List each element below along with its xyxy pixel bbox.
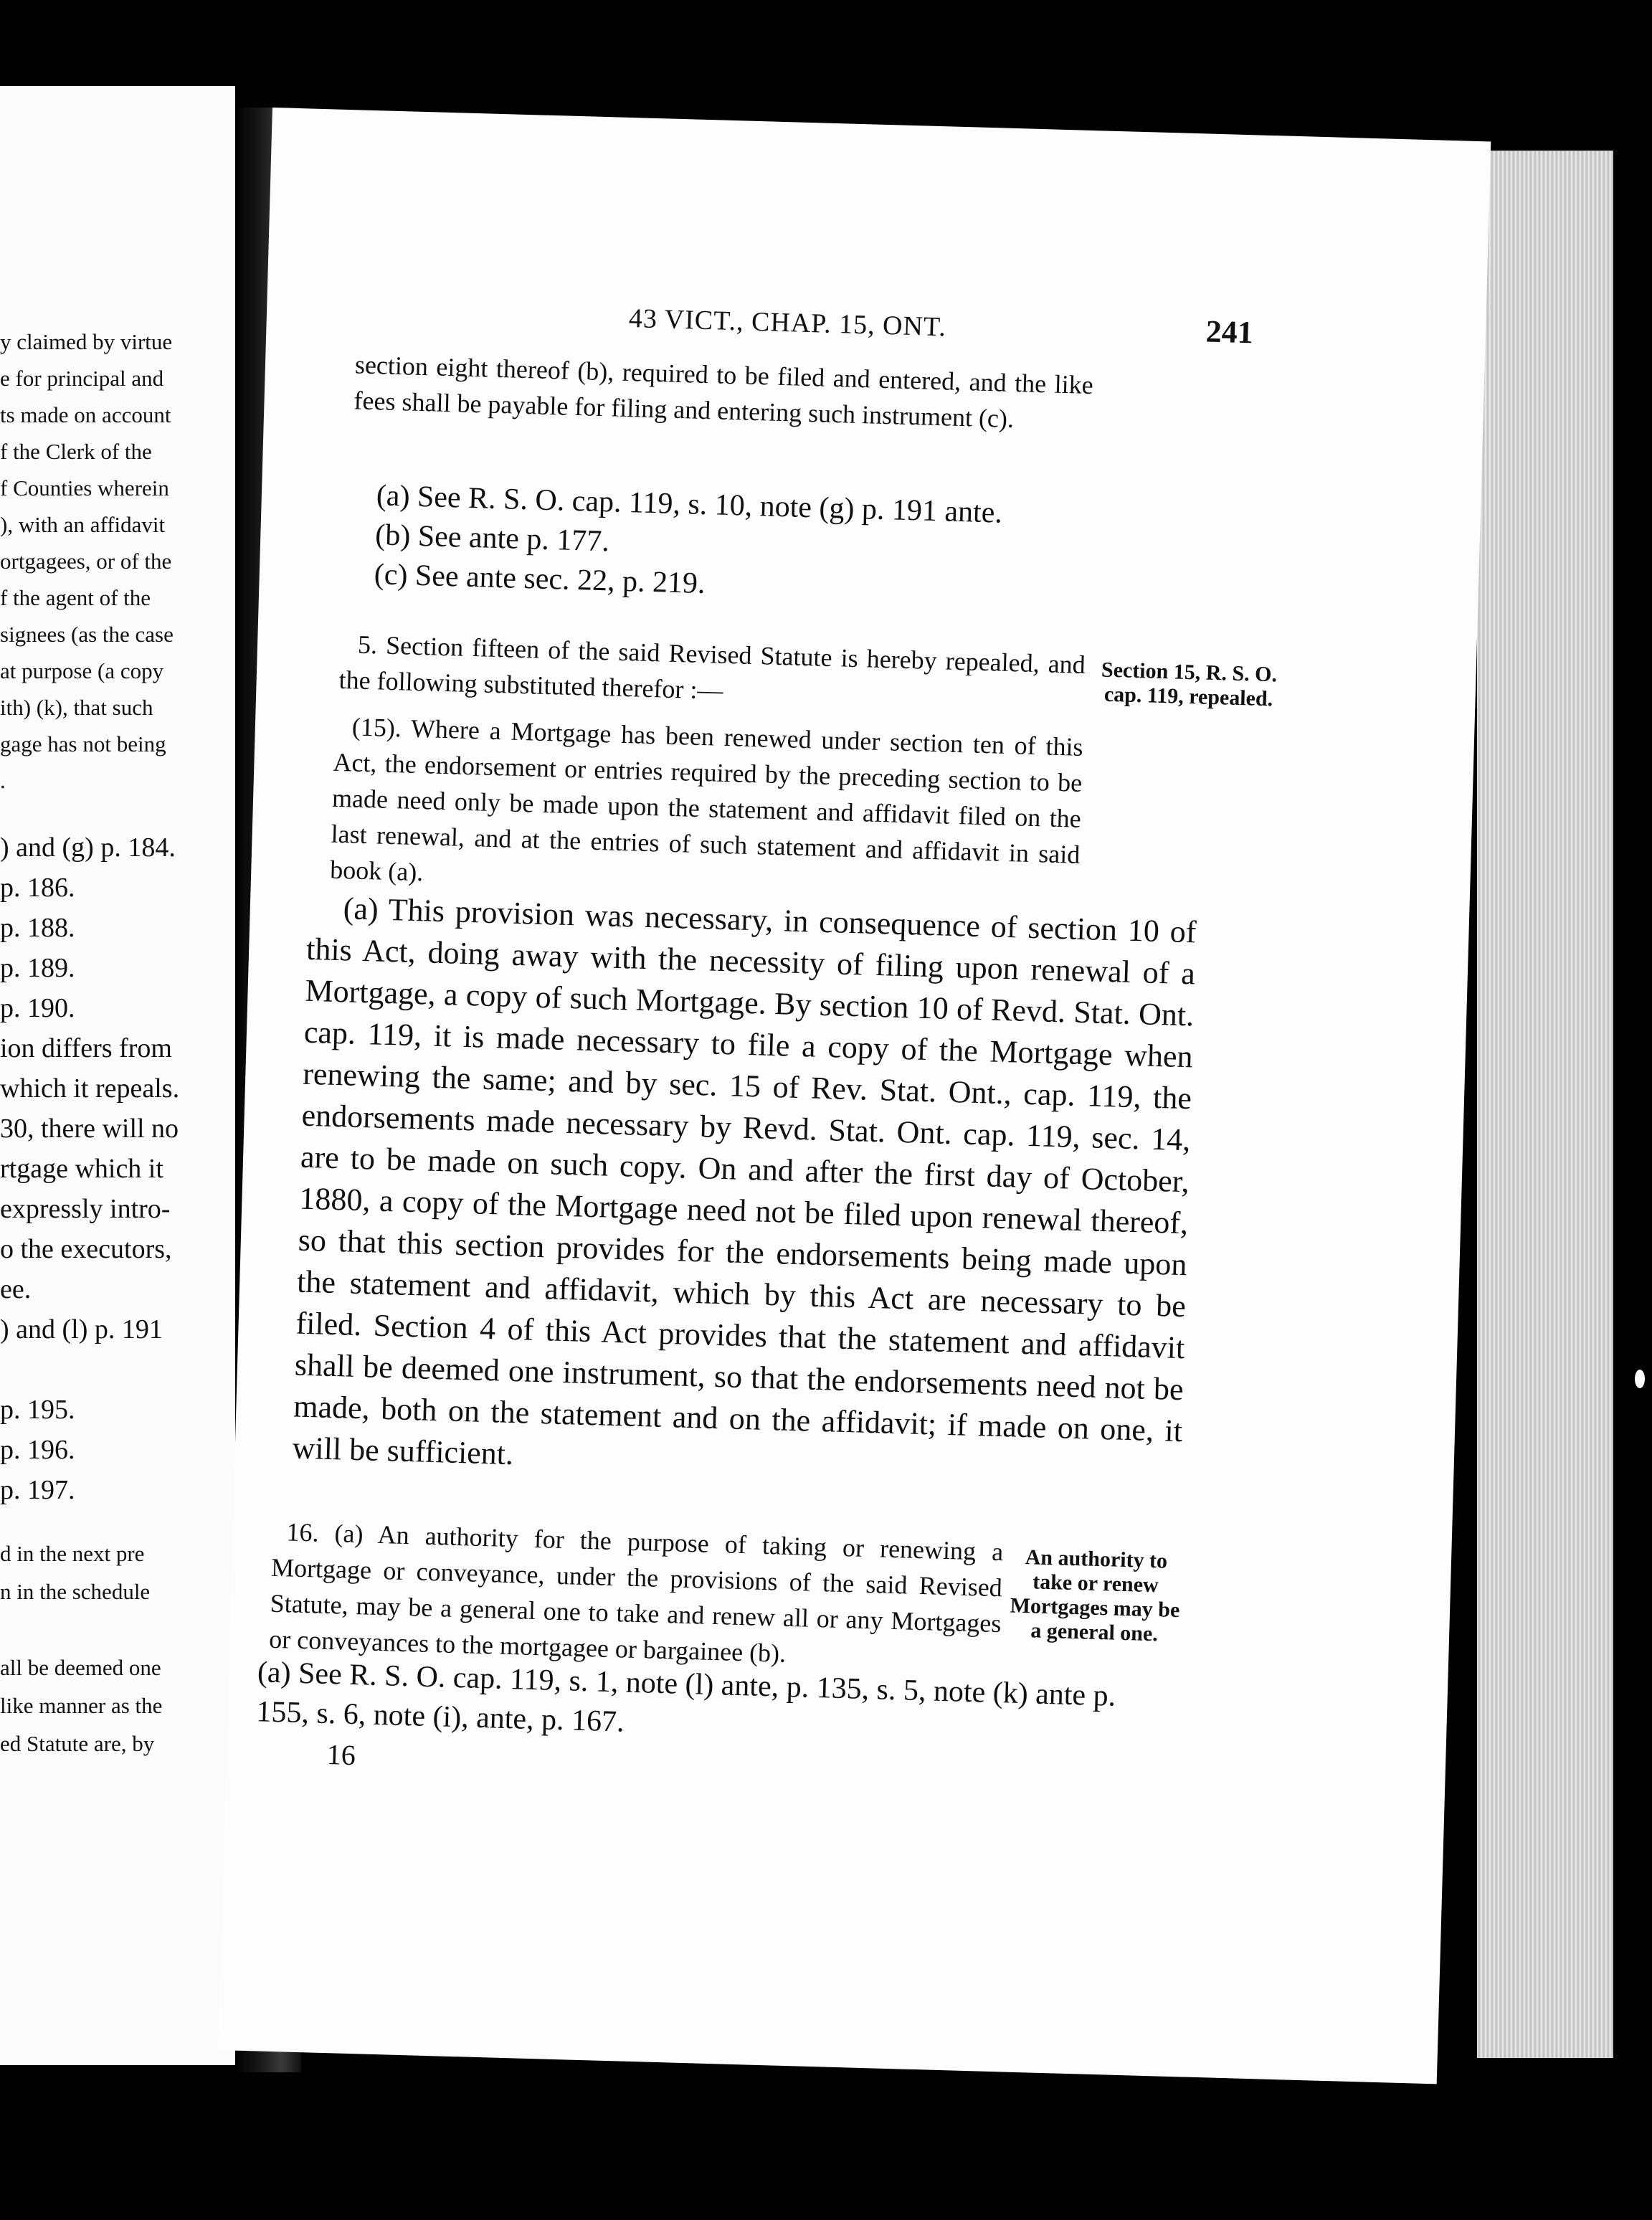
- left-page-line: like manner as the: [0, 1693, 163, 1718]
- left-facing-page: [0, 86, 235, 2065]
- left-page-line: ortgagees, or of the: [0, 549, 172, 574]
- left-page-line: 30, there will no: [0, 1114, 179, 1144]
- left-page-line: f Counties wherein: [0, 475, 169, 501]
- left-page-line: expressly intro-: [0, 1194, 171, 1224]
- page-edges: [1477, 151, 1613, 2058]
- left-page-line: ee.: [0, 1274, 32, 1304]
- left-page-line: ith) (k), that such: [0, 695, 153, 720]
- dust-speck: [1635, 1370, 1645, 1388]
- left-page-line: p. 190.: [0, 993, 75, 1023]
- left-page-line: rtgage which it: [0, 1154, 163, 1184]
- left-page-line: ts made on account: [0, 402, 171, 427]
- top-paragraph: section eight thereof (b), required to be filed and entered, and the like fees shall be payable for filing and entering such instrument (c).: [353, 350, 1094, 434]
- running-header: 43 VICT., CHAP. 15, ONT.: [628, 303, 947, 343]
- left-page-line: d in the next pre: [0, 1541, 145, 1566]
- left-page-line: ) and (g) p. 184.: [0, 833, 176, 863]
- left-page-line: signees (as the case: [0, 622, 174, 647]
- left-page-line: y claimed by virtue: [0, 329, 173, 354]
- left-page-line: ed Statute are, by: [0, 1731, 155, 1756]
- left-page-line: e for principal and: [0, 366, 164, 391]
- note-c-top: (c) See ante sec. 22, p. 219.: [374, 558, 706, 601]
- left-page-line: ion differs from: [0, 1033, 172, 1063]
- left-page-line: ) and (l) p. 191: [0, 1314, 163, 1344]
- left-page-line: which it repeals.: [0, 1073, 180, 1104]
- left-page-line: p. 197.: [0, 1475, 75, 1505]
- note-a-top: (a) See R. S. O. cap. 119, s. 10, note (g) p. 191 ante.: [376, 479, 1003, 530]
- left-page-line: ), with an affidavit: [0, 512, 166, 537]
- left-page-line: f the agent of the: [0, 585, 151, 610]
- right-page: [218, 108, 1491, 2084]
- commentary-note-a: (a) This provision was necessary, in consequence of section 10 of this Act, doing away with the necessity of filing upon renewal of a Mortgage, a copy of such Mortgage. By section 10 of Revd. Stat. Ont. cap. 119, it is made necessary to file a copy of the Mortgage when renewing the same; and by sec. 15 of Rev. Stat. Ont., cap. 119, the endorsements made necessary by Revd. Stat. Ont. cap. 119, sec. 14, are to be made on such copy. On and after the first day of October, 1880, a copy of the Mortgage need not be filed upon renewal thereof, so that this section provides for the endorsements being made upon the statement and affidavit, which by this Act are necessary to be filed. Section 4 of this Act provides that the statement and affidavit shall be deemed one instrument, so that the endorsements need not be made, both on the statement and on the affidavit; if made on one, it will be sufficient.: [292, 891, 1197, 1472]
- left-page-line: .: [0, 768, 6, 793]
- left-page-line: n in the schedule: [0, 1579, 151, 1604]
- note-b-top: (b) See ante p. 177.: [374, 518, 610, 559]
- left-page-line: f the Clerk of the: [0, 439, 152, 464]
- left-page-line: p. 186.: [0, 873, 75, 903]
- left-page-line: gage has not being: [0, 731, 166, 756]
- signature-mark: 16: [326, 1738, 356, 1772]
- left-page-line: p. 188.: [0, 913, 75, 943]
- left-page-line: p. 196.: [0, 1435, 75, 1465]
- page-number: 241: [1205, 313, 1254, 351]
- note-a-bottom: (a) See R. S. O. cap. 119, s. 1, note (l) ante, p. 135, s. 5, note (k) ante p. 155, s. 6, note (i), ante, p. 167.: [255, 1656, 1116, 1739]
- section-5: 5. Section fifteen of the said Revised Statute is hereby repealed, and the following substituted therefor :—: [338, 630, 1086, 705]
- left-page-line: p. 189.: [0, 953, 75, 983]
- margin-note-section-16: An authority to take or renew Mortgages may be a general one.: [1010, 1545, 1180, 1646]
- left-page-line: p. 195.: [0, 1395, 75, 1425]
- section-16: 16. (a) An authority for the purpose of taking or renewing a Mortgage or conveyance, under the provisions of the said Revised Statute, may be a general one to take and renew all or any Mortgages or conveyances to the mortgagee or bargainee (b).: [268, 1517, 1004, 1668]
- left-page-line: o the executors,: [0, 1234, 172, 1264]
- margin-note-section-15: Section 15, R. S. O. cap. 119, repealed.: [1101, 658, 1278, 711]
- left-page-line: all be deemed one: [0, 1655, 161, 1680]
- left-page-line: at purpose (a copy: [0, 658, 164, 683]
- section-15-text: (15). Where a Mortgage has been renewed under section ten of this Act, the endorsement or entries required by the preceding section to be made need only be made upon the statement and affidavit filed on the last renewal, and at the entries of such statement and affidavit in said book (a).: [329, 712, 1084, 887]
